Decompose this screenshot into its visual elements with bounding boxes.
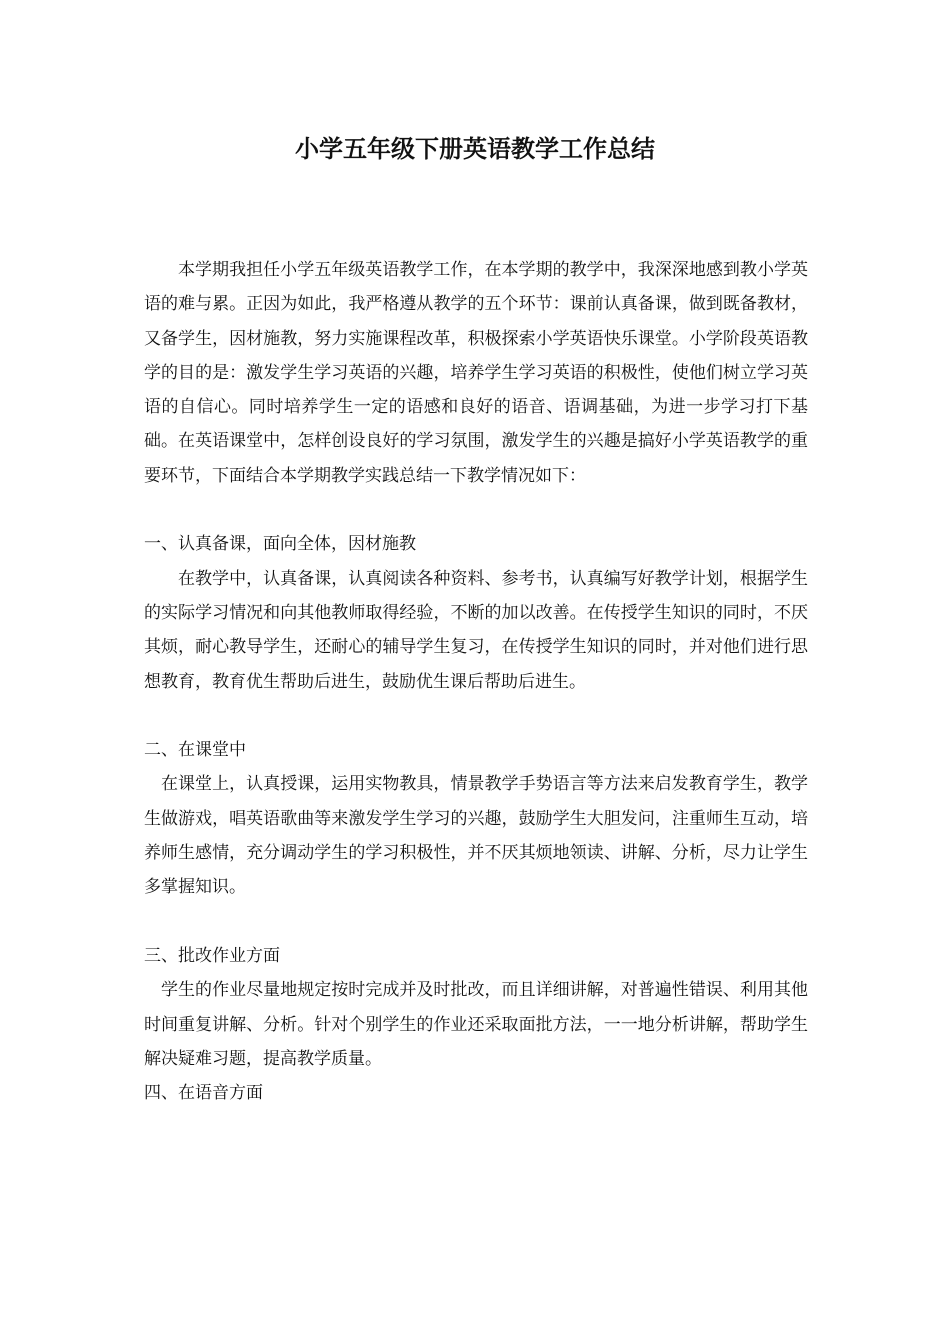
paragraph-spacer <box>144 905 808 939</box>
intro-paragraph: 本学期我担任小学五年级英语教学工作，在本学期的教学中，我深深地感到教小学英语的难与累。正因为如此，我严格遵从教学的五个环节：课前认真备课，做到既备教材，又备学生，因材施教，努力实施课程改革，积极探索小学英语快乐课堂。小学阶段英语教学的目的是：激发学生学习英语的兴趣，培养学生学习英语的积极性，使他们树立学习英语的自信心。同时培养学生一定的语感和良好的语音、语调基础，为进一步学习打下基础。在英语课堂中，怎样创设良好的学习氛围，激发学生的兴趣是搞好小学英语教学的重要环节，下面结合本学期教学实践总结一下教学情况如下： <box>144 260 808 486</box>
document-title: 小学五年级下册英语教学工作总结 <box>295 134 655 163</box>
section-heading-2: 二、在课堂中 <box>144 740 246 761</box>
section-body-3: 学生的作业尽量地规定按时完成并及时批改，而且详细讲解，对普遍性错误、利用其他时间重复讲解、分析。针对个别学生的作业还采取面批方法，一一地分析讲解，帮助学生解决疑难习题，提高教学质量。 <box>144 980 808 1069</box>
section-body-2: 在课堂上，认真授课，运用实物教具，情景教学手势语言等方法来启发教育学生，教学生做游戏，唱英语歌曲等来激发学生学习的兴趣，鼓励学生大胆发问，注重师生互动，培养师生感情，充分调动学生的学习积极性，并不厌其烦地领读、讲解、分析，尽力让学生多掌握知识。 <box>144 774 808 898</box>
document-body <box>144 253 808 1110</box>
paragraph-spacer <box>144 699 808 733</box>
section-heading-4: 四、在语音方面 <box>144 1083 263 1104</box>
paragraph-spacer <box>144 493 808 527</box>
section-heading-3: 三、批改作业方面 <box>144 945 280 966</box>
section-heading-1: 一、认真备课，面向全体，因材施教 <box>144 534 416 555</box>
section-body-1: 在教学中，认真备课，认真阅读各种资料、参考书，认真编写好教学计划，根据学生的实际学习情况和向其他教师取得经验，不断的加以改善。在传授学生知识的同时，不厌其烦，耐心教导学生，还耐心的辅导学生复习，在传授学生知识的同时，并对他们进行思想教育，教育优生帮助后进生，鼓励优生课后帮助后进生。 <box>144 568 808 692</box>
